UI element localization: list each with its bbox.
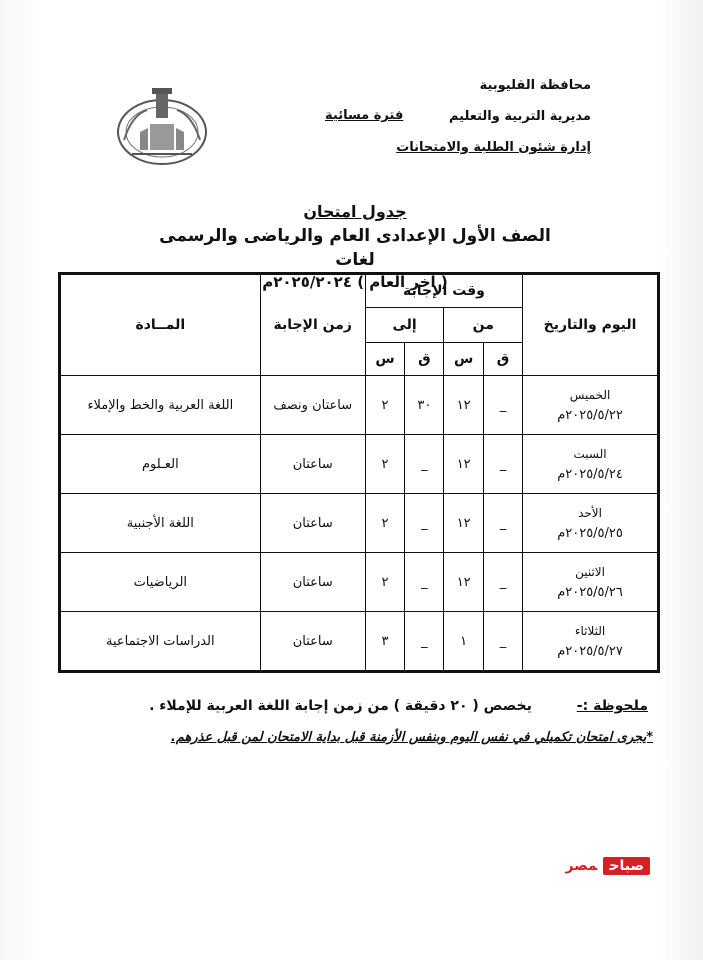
from-minute-cell: _ xyxy=(483,612,522,672)
to-hour-cell: ٢ xyxy=(365,553,404,612)
department-name: إدارة شئون الطلبة والامتحانات xyxy=(396,140,591,155)
from-minute-cell: _ xyxy=(483,435,522,494)
day-date-cell xyxy=(523,435,659,494)
makeup-exam-note: *يجرى امتحان تكميلي في نفس اليوم وبنفس الأزمنة قبل بداية الامتحان لمن قبل عذرهم. xyxy=(170,730,653,745)
to-minute-cell: _ xyxy=(405,612,444,672)
period-label: فترة مسائية xyxy=(325,108,404,123)
logo-word-sabah: صباح xyxy=(603,857,650,875)
duration-cell: ساعتان xyxy=(260,494,365,553)
header-from: من xyxy=(444,308,523,343)
subject-cell: العـلوم xyxy=(60,435,261,494)
subject-cell: الدراسات الاجتماعية xyxy=(60,612,261,672)
duration-cell: ساعتان ونصف xyxy=(260,376,365,435)
header-duration: زمن الإجابة xyxy=(260,274,365,376)
exam-date: ٢٠٢٥/٥/٢٢م xyxy=(557,407,623,423)
table-row xyxy=(60,494,659,553)
subject-cell: اللغة الأجنبية xyxy=(60,494,261,553)
day-name: السبت xyxy=(573,446,607,461)
from-hour-cell: ١٢ xyxy=(444,553,483,612)
to-hour-cell: ٢ xyxy=(365,435,404,494)
exam-date: ٢٠٢٥/٥/٢٤م xyxy=(557,466,623,482)
from-hour-cell: ١٢ xyxy=(444,494,483,553)
header-to: إلى xyxy=(365,308,444,343)
to-minute-cell: _ xyxy=(405,435,444,494)
header-day-date: اليوم والتاريخ xyxy=(523,274,659,376)
to-minute-cell: _ xyxy=(405,553,444,612)
from-minute-cell: _ xyxy=(483,376,522,435)
exam-table xyxy=(58,272,660,673)
day-name: الثلاثاء xyxy=(574,623,606,638)
governorate-name: محافظة القليوبية xyxy=(479,78,591,93)
header-to-minute: ق xyxy=(405,343,444,376)
to-minute-cell: ٣٠ xyxy=(405,376,444,435)
schedule-title: جدول امتحان xyxy=(303,202,407,221)
from-minute-cell: _ xyxy=(483,494,522,553)
to-hour-cell: ٣ xyxy=(365,612,404,672)
note-label: ملحوظة :- xyxy=(576,698,648,714)
duration-cell: ساعتان xyxy=(260,612,365,672)
table-row xyxy=(60,435,659,494)
to-hour-cell: ٢ xyxy=(365,376,404,435)
from-minute-cell: _ xyxy=(483,553,522,612)
ministry-seal-icon xyxy=(112,80,212,170)
to-minute-cell: _ xyxy=(405,494,444,553)
grade-title: الصف الأول الإعدادى العام والرياضى والرسمى لغات xyxy=(159,226,551,270)
logo-word-masr: مصر xyxy=(565,858,598,874)
to-hour-cell: ٢ xyxy=(365,494,404,553)
exam-date: ٢٠٢٥/٥/٢٥م xyxy=(557,525,623,541)
header-answer-time: وقت الإجابة xyxy=(365,274,522,308)
header-subject: المــادة xyxy=(60,274,261,376)
from-hour-cell: ١٢ xyxy=(444,376,483,435)
from-hour-cell: ١ xyxy=(444,612,483,672)
day-name: الخميس xyxy=(569,387,611,402)
day-date-cell xyxy=(523,494,659,553)
header-from-minute: ق xyxy=(483,343,522,376)
sabah-masr-watermark-logo xyxy=(540,858,650,880)
day-date-cell xyxy=(523,612,659,672)
table-row xyxy=(60,612,659,672)
duration-cell: ساعتان xyxy=(260,553,365,612)
day-name: الأحد xyxy=(578,505,602,520)
header-to-hour: س xyxy=(365,343,404,376)
exam-date: ٢٠٢٥/٥/٢٦م xyxy=(557,584,623,600)
note-text: يخصص ( ٢٠ دقيقة ) من زمن إجابة اللغة العربية للإملاء . xyxy=(149,698,532,714)
day-date-cell xyxy=(523,553,659,612)
note-line xyxy=(149,698,648,714)
directorate-name: مديرية التربية والتعليم xyxy=(448,109,591,124)
table-row xyxy=(60,376,659,435)
from-hour-cell: ١٢ xyxy=(444,435,483,494)
duration-cell: ساعتان xyxy=(260,435,365,494)
day-date-cell xyxy=(523,376,659,435)
table-row xyxy=(60,553,659,612)
header-from-hour: س xyxy=(444,343,483,376)
subject-cell: اللغة العربية والخط والإملاء xyxy=(60,376,261,435)
issuing-authority xyxy=(396,70,591,163)
term-title: ( آخر العام ) ٢٠٢٥/٢٠٢٤م xyxy=(262,273,448,291)
exam-date: ٢٠٢٥/٥/٢٧م xyxy=(557,643,623,659)
day-name: الاثنين xyxy=(575,564,605,579)
subject-cell: الرياضيات xyxy=(60,553,261,612)
